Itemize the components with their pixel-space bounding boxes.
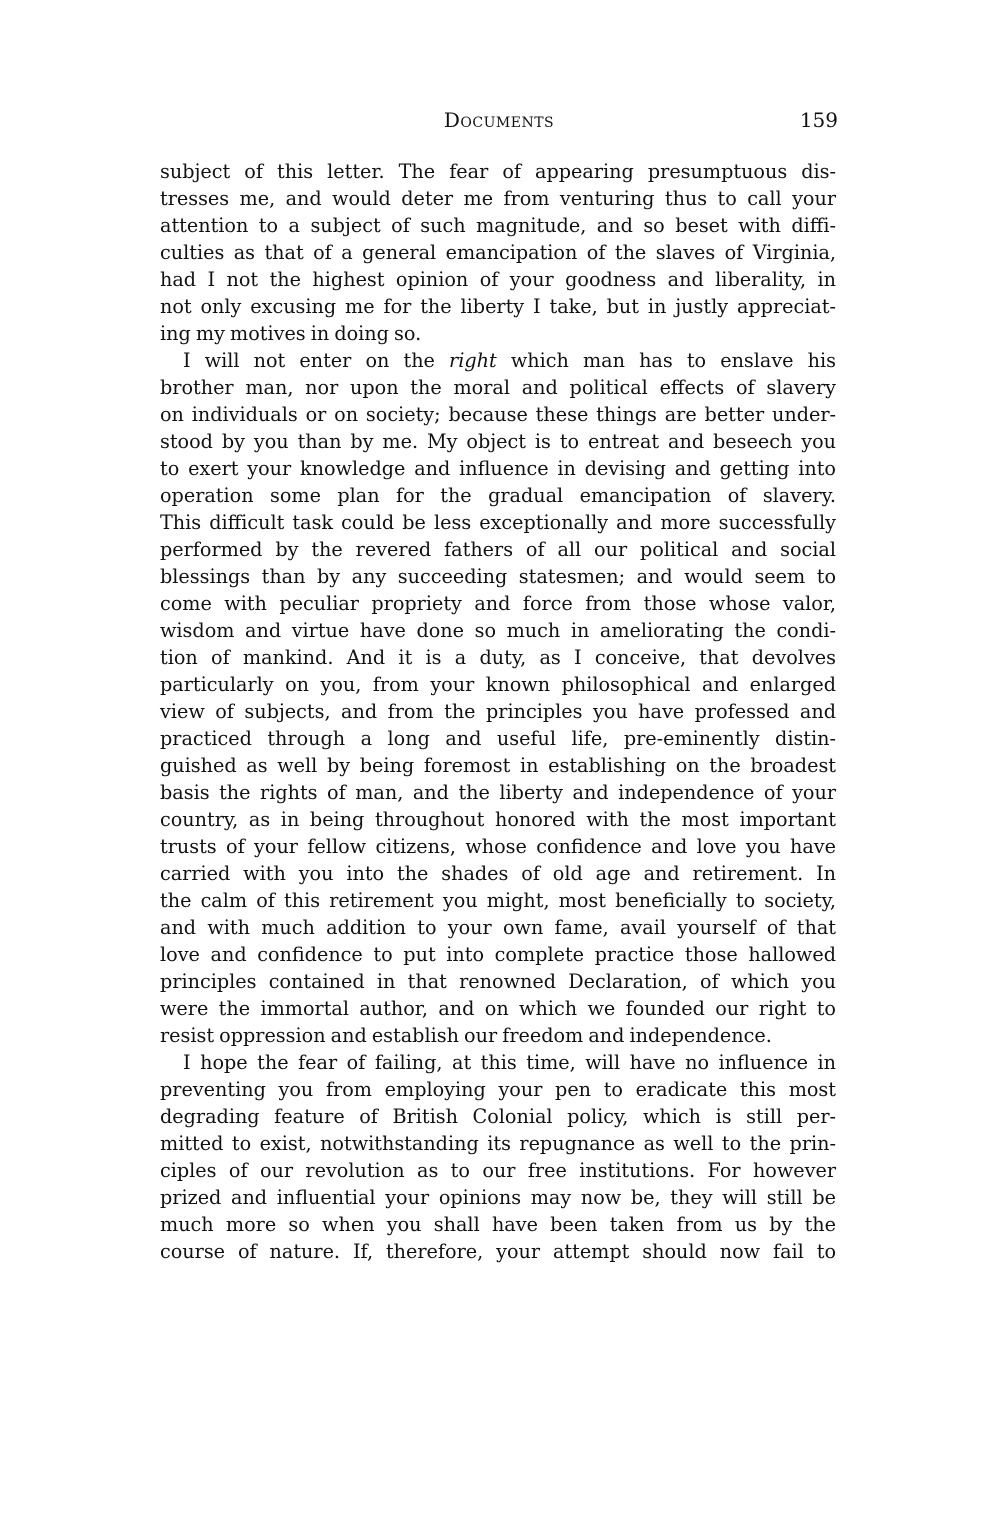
running-head: Documents xyxy=(443,108,555,132)
text-segment: operation some plan for the gradual emancipation of slavery. xyxy=(160,484,836,507)
text-line xyxy=(160,968,836,995)
text-segment: principles contained in that renowned Declaration, of which you xyxy=(160,970,836,993)
text-line xyxy=(160,833,836,860)
text-segment: carried with you into the shades of old age and retirement. In xyxy=(160,862,836,885)
text-line xyxy=(160,617,836,644)
text-segment: practiced through a long and useful life, pre-eminently distin- xyxy=(160,727,836,750)
text-line xyxy=(160,455,836,482)
text-line xyxy=(160,1211,836,1238)
text-segment: ing my motives in doing so. xyxy=(160,322,422,345)
text-segment: culties as that of a general emancipation of the slaves of Virginia, xyxy=(160,241,836,264)
text-line xyxy=(160,563,836,590)
text-segment: stood by you than by me. My object is to entreat and beseech you xyxy=(160,430,836,453)
text-line xyxy=(160,698,836,725)
text-line xyxy=(160,1049,836,1076)
text-line xyxy=(160,1184,836,1211)
text-segment: prized and influential your opinions may now be, they will still be xyxy=(160,1186,836,1209)
text-segment: tion of mankind. And it is a duty, as I conceive, that devolves xyxy=(160,646,836,669)
text-segment: had I not the highest opinion of your goodness and liberality, in xyxy=(160,268,836,291)
page-header xyxy=(160,108,838,138)
text-segment: preventing you from employing your pen to eradicate this most xyxy=(160,1078,836,1101)
text-line xyxy=(160,860,836,887)
text-segment: brother man, nor upon the moral and political effects of slavery xyxy=(160,376,836,399)
text-segment: country, as in being throughout honored with the most important xyxy=(160,808,836,831)
text-line xyxy=(160,482,836,509)
text-line xyxy=(160,347,836,374)
text-line xyxy=(160,212,836,239)
text-segment: resist oppression and establish our freedom and independence. xyxy=(160,1024,772,1047)
text-line xyxy=(160,536,836,563)
text-segment: view of subjects, and from the principles you have professed and xyxy=(160,700,836,723)
text-line xyxy=(160,779,836,806)
text-line xyxy=(160,185,836,212)
text-segment: performed by the revered fathers of all our political and social xyxy=(160,538,836,561)
text-segment: trusts of your fellow citizens, whose confidence and love you have xyxy=(160,835,836,858)
text-segment: degrading feature of British Colonial policy, which is still per- xyxy=(160,1105,836,1128)
text-segment: on individuals or on society; because these things are better under- xyxy=(160,403,836,426)
text-line xyxy=(160,158,836,185)
text-segment: and with much addition to your own fame, avail yourself of that xyxy=(160,916,836,939)
text-line xyxy=(160,1238,836,1265)
text-line xyxy=(160,239,836,266)
text-line xyxy=(160,941,836,968)
text-segment: particularly on you, from your known philosophical and enlarged xyxy=(160,673,836,696)
paragraph xyxy=(160,158,836,347)
text-segment: mitted to exist, notwithstanding its repugnance as well to the prin- xyxy=(160,1132,836,1155)
paragraph xyxy=(160,1049,836,1265)
text-line xyxy=(160,1103,836,1130)
text-segment: course of nature. If, therefore, your attempt should now fail to xyxy=(160,1240,836,1263)
text-segment: love and confidence to put into complete practice those hallowed xyxy=(160,943,836,966)
text-segment: tresses me, and would deter me from venturing thus to call your xyxy=(160,187,836,210)
text-segment: were the immortal author, and on which we founded our right to xyxy=(160,997,836,1020)
text-line xyxy=(160,1130,836,1157)
text-line xyxy=(160,671,836,698)
text-segment: attention to a subject of such magnitude, and so beset with diffi- xyxy=(160,214,836,237)
text-line xyxy=(160,293,836,320)
text-segment: not only excusing me for the liberty I take, but in justly appreciat- xyxy=(160,295,836,318)
text-segment: basis the rights of man, and the liberty and independence of your xyxy=(160,781,836,804)
text-line xyxy=(160,266,836,293)
text-line xyxy=(160,914,836,941)
text-line xyxy=(160,752,836,779)
text-segment: I hope the fear of failing, at this time, will have no influence in xyxy=(183,1051,836,1074)
text-line xyxy=(160,725,836,752)
paragraph xyxy=(160,347,836,1049)
text-line xyxy=(160,401,836,428)
text-segment: which man has to enslave his xyxy=(496,349,836,372)
text-segment: wisdom and virtue have done so much in ameliorating the condi- xyxy=(160,619,836,642)
text-line xyxy=(160,644,836,671)
text-segment: blessings than by any succeeding statesmen; and would seem to xyxy=(160,565,836,588)
text-segment: I will not enter on the xyxy=(183,349,450,372)
text-line xyxy=(160,590,836,617)
text-line xyxy=(160,374,836,401)
text-line xyxy=(160,806,836,833)
text-segment: This difficult task could be less exceptionally and more successfully xyxy=(160,511,836,534)
text-segment: the calm of this retirement you might, most beneficially to society, xyxy=(160,889,836,912)
text-line xyxy=(160,509,836,536)
text-line xyxy=(160,887,836,914)
text-segment: come with peculiar propriety and force from those whose valor, xyxy=(160,592,836,615)
text-line xyxy=(160,320,836,347)
text-segment: to exert your knowledge and influence in devising and getting into xyxy=(160,457,836,480)
text-segment: ciples of our revolution as to our free institutions. For however xyxy=(160,1159,836,1182)
text-line xyxy=(160,428,836,455)
text-line xyxy=(160,1022,836,1049)
text-segment: much more so when you shall have been taken from us by the xyxy=(160,1213,836,1236)
text-segment: guished as well by being foremost in establishing on the broadest xyxy=(160,754,836,777)
text-line xyxy=(160,1157,836,1184)
italic-text: right xyxy=(449,349,497,372)
text-line xyxy=(160,995,836,1022)
text-segment: subject of this letter. The fear of appearing presumptuous dis- xyxy=(160,160,836,183)
text-line xyxy=(160,1076,836,1103)
page-body xyxy=(160,158,836,1265)
page-number: 159 xyxy=(799,108,838,132)
